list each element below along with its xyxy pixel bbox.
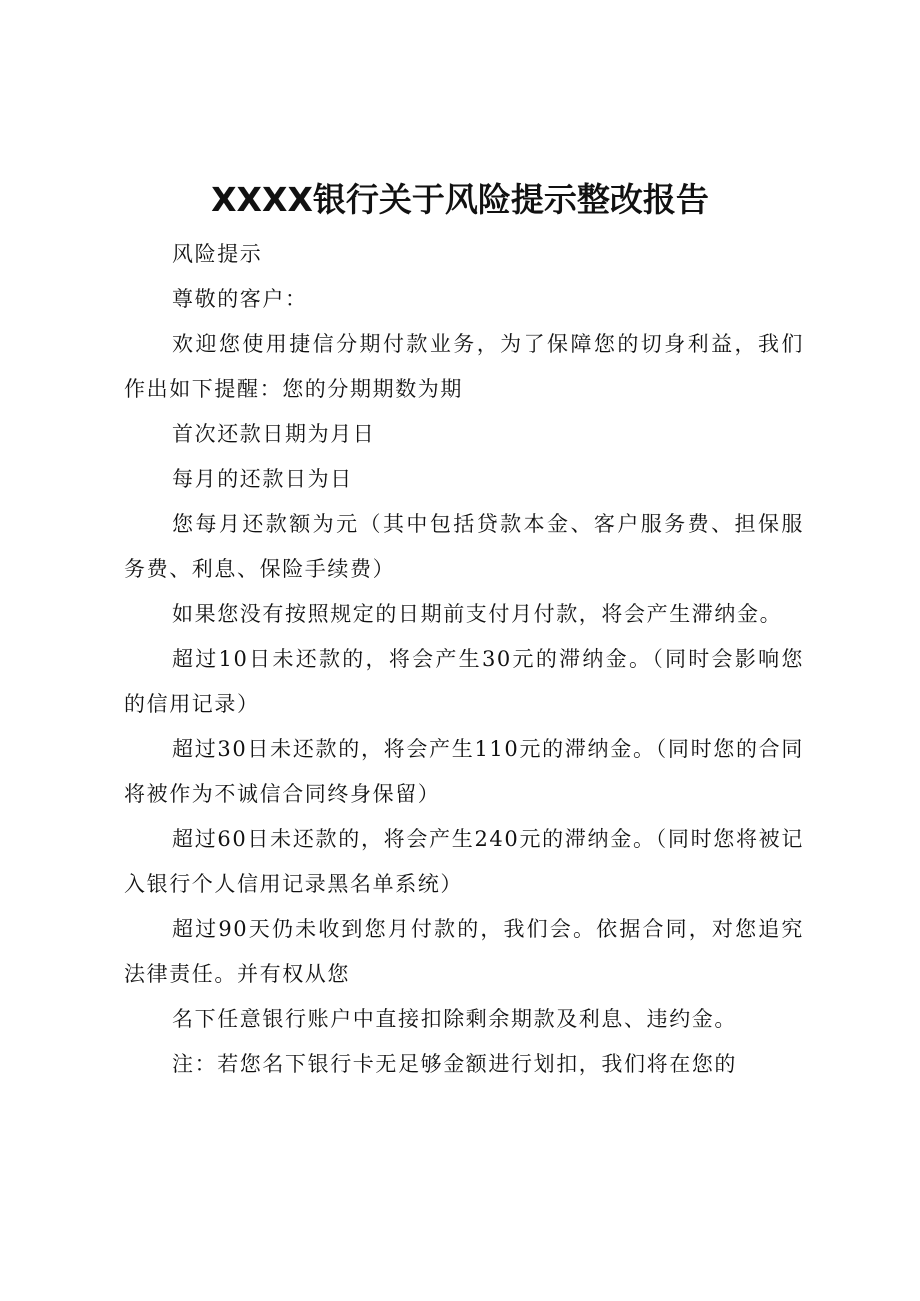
paragraph-monthly-amount: 您每月还款额为元（其中包括贷款本金、客户服务费、担保服务费、利息、保险手续费） [124, 512, 804, 581]
paragraph-salutation: 尊敬的客户： [172, 287, 308, 311]
paragraph-overdue-60-days: 超过60日未还款的，将会产生240元的滞纳金。（同时您将被记入银行个人信用记录黑名单系统） [124, 827, 804, 896]
paragraph-account-deduction: 名下任意银行账户中直接扣除剩余期款及利息、违约金。 [172, 1007, 737, 1031]
document-title: XXXX银行关于风险提示整改报告 [211, 180, 709, 219]
paragraph-overdue-90-days: 超过90天仍未收到您月付款的，我们会。依据合同，对您追究法律责任。并有权从您 [124, 917, 804, 986]
paragraph-risk-heading: 风险提示 [172, 242, 263, 266]
paragraph-welcome: 欢迎您使用捷信分期付款业务，为了保障您的切身利益，我们作出如下提醒：您的分期期数为期 [124, 332, 804, 401]
paragraph-first-repayment-date: 首次还款日期为月日 [172, 422, 376, 446]
document-body [124, 232, 804, 1087]
paragraph-late-fee-notice: 如果您没有按照规定的日期前支付月付款，将会产生滞纳金。 [172, 602, 783, 626]
paragraph-note: 注：若您名下银行卡无足够金额进行划扣，我们将在您的 [172, 1052, 737, 1076]
paragraph-overdue-10-days: 超过10日未还款的，将会产生30元的滞纳金。（同时会影响您的信用记录） [124, 647, 804, 716]
paragraph-monthly-repayment-day: 每月的还款日为日 [172, 467, 353, 491]
paragraph-overdue-30-days: 超过30日未还款的，将会产生110元的滞纳金。（同时您的合同将被作为不诚信合同终身保留） [124, 737, 804, 806]
